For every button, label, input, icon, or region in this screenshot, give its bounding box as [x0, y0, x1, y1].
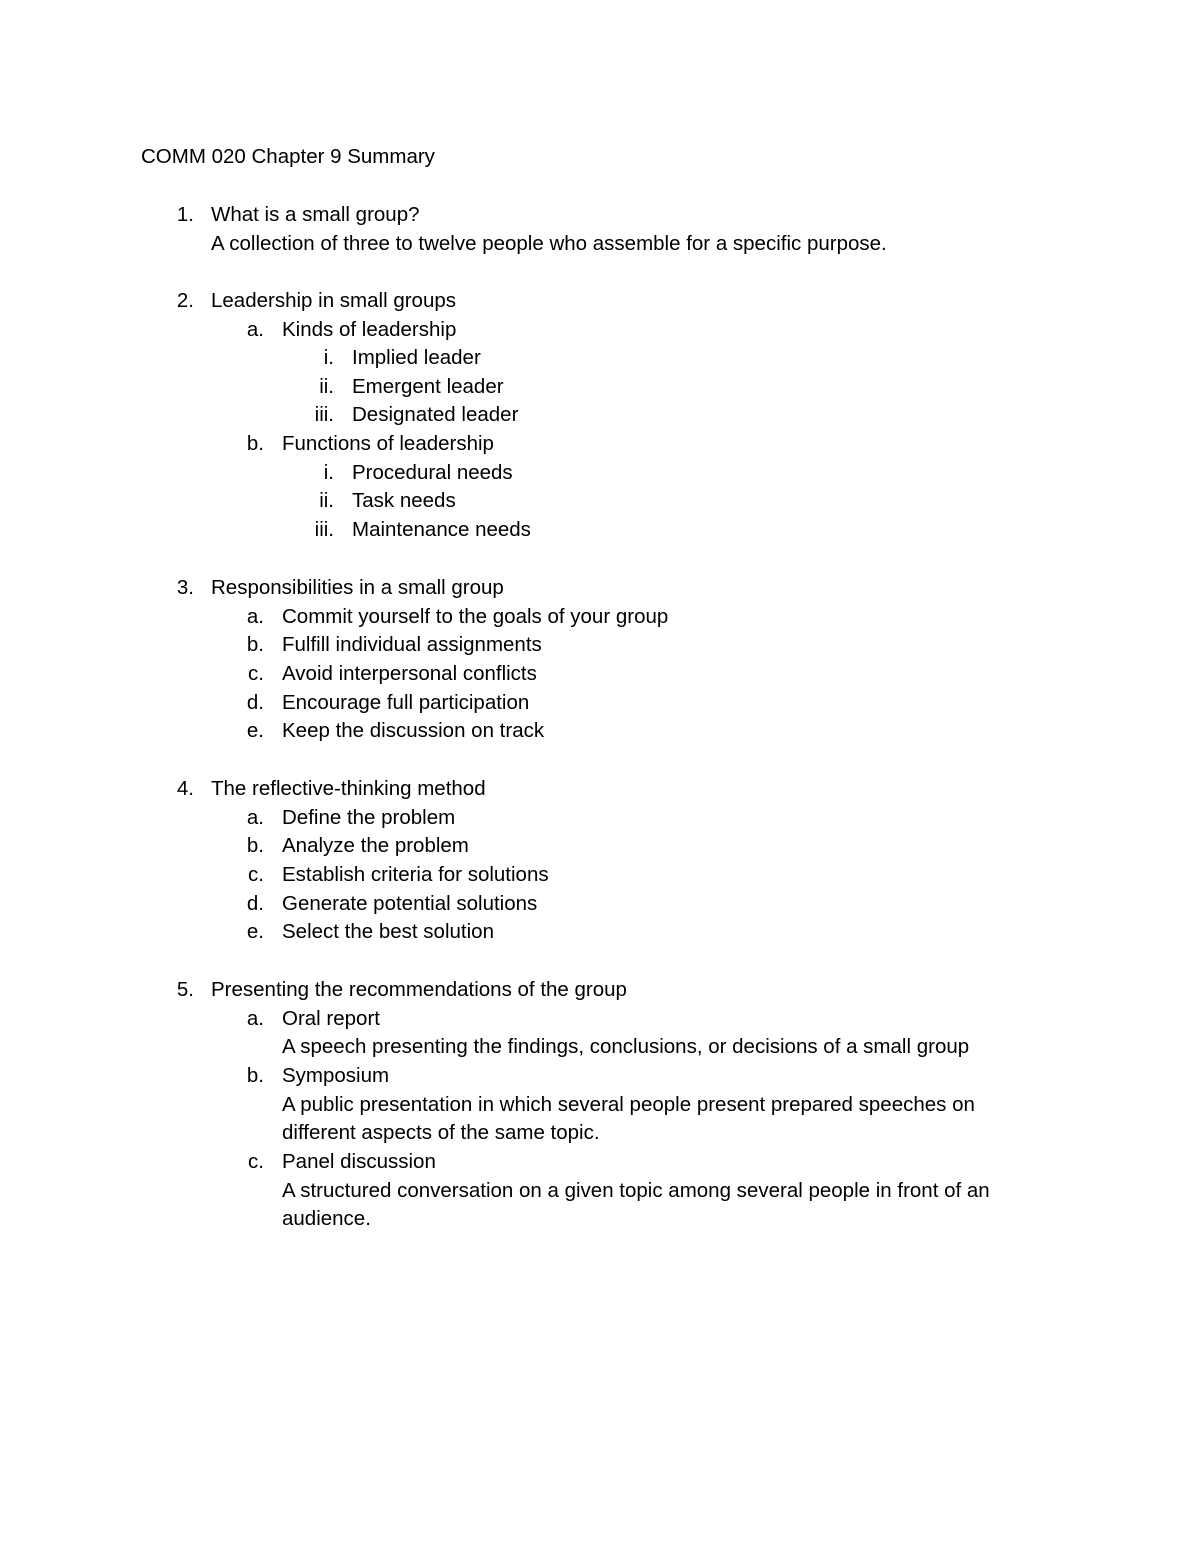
section-number: 4.	[176, 777, 194, 800]
section-definition: A collection of three to twelve people who assemble for a specific purpose.	[211, 232, 887, 255]
list-item: Task needs	[352, 489, 456, 512]
list-item: Establish criteria for solutions	[282, 863, 549, 886]
list-item: Symposium	[282, 1064, 390, 1087]
list-item: Panel discussion	[282, 1150, 436, 1173]
list-item: Fulfill individual assignments	[282, 633, 542, 656]
section-heading: Leadership in small groups	[211, 289, 456, 312]
list-marker: c.	[248, 863, 264, 886]
list-marker: c.	[248, 662, 264, 685]
item-definition: A public presentation in which several people present prepared speeches on	[282, 1093, 975, 1116]
list-item: Avoid interpersonal conflicts	[282, 662, 537, 685]
section-number: 5.	[176, 978, 194, 1001]
item-definition: audience.	[282, 1207, 371, 1230]
list-item: Functions of leadership	[282, 432, 494, 455]
list-marker: i.	[323, 461, 334, 484]
list-marker: b.	[246, 1064, 264, 1087]
section-heading: The reflective-thinking method	[211, 777, 486, 800]
section-number: 2.	[176, 289, 194, 312]
document-title: COMM 020 Chapter 9 Summary	[141, 145, 435, 168]
item-definition: A speech presenting the findings, conclusions, or decisions of a small group	[282, 1035, 970, 1058]
list-item: Maintenance needs	[352, 518, 531, 541]
list-marker: b.	[246, 834, 264, 857]
section-heading: What is a small group?	[211, 203, 420, 226]
list-marker: a.	[246, 605, 264, 628]
list-marker: e.	[246, 719, 264, 742]
list-marker: a.	[246, 806, 264, 829]
list-marker: ii.	[319, 375, 334, 398]
list-marker: a.	[246, 1007, 264, 1030]
list-marker: i.	[323, 346, 334, 369]
list-item: Define the problem	[282, 806, 456, 829]
list-item: Implied leader	[352, 346, 481, 369]
list-item: Select the best solution	[282, 920, 494, 943]
section-heading: Presenting the recommendations of the group	[211, 978, 627, 1001]
list-item: Procedural needs	[352, 461, 513, 484]
list-marker: d.	[246, 892, 264, 915]
list-item: Designated leader	[352, 403, 519, 426]
section-number: 1.	[176, 203, 194, 226]
list-marker: c.	[248, 1150, 264, 1173]
list-marker: iii.	[314, 403, 334, 426]
list-marker: iii.	[314, 518, 334, 541]
list-item: Encourage full participation	[282, 691, 530, 714]
list-marker: a.	[246, 318, 264, 341]
item-definition: A structured conversation on a given topic among several people in front of an	[282, 1179, 990, 1202]
list-marker: d.	[246, 691, 264, 714]
section-heading: Responsibilities in a small group	[211, 576, 504, 599]
section-number: 3.	[176, 576, 194, 599]
list-item: Oral report	[282, 1007, 380, 1030]
list-item: Keep the discussion on track	[282, 719, 545, 742]
list-item: Emergent leader	[352, 375, 504, 398]
list-item: Analyze the problem	[282, 834, 469, 857]
list-item: Generate potential solutions	[282, 892, 538, 915]
list-marker: ii.	[319, 489, 334, 512]
list-marker: e.	[246, 920, 264, 943]
list-item: Commit yourself to the goals of your group	[282, 605, 669, 628]
list-marker: b.	[246, 432, 264, 455]
item-definition: different aspects of the same topic.	[282, 1121, 600, 1144]
list-marker: b.	[246, 633, 264, 656]
list-item: Kinds of leadership	[282, 318, 457, 341]
